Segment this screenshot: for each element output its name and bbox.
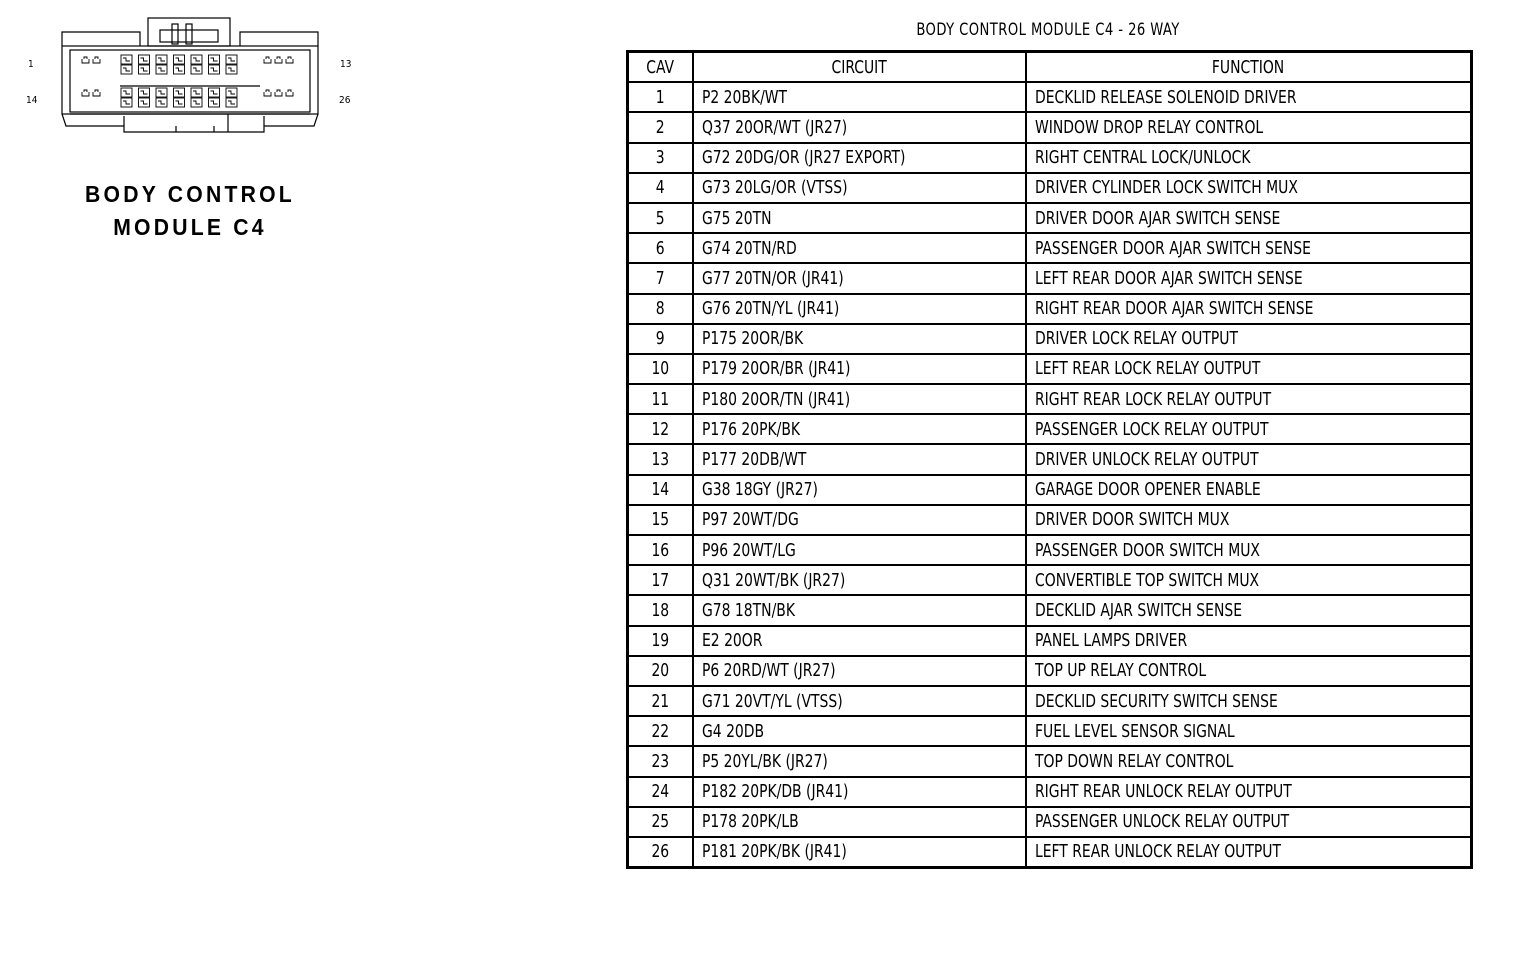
circuit-cell: P2 20BK/WT xyxy=(693,82,1026,112)
function-cell: LEFT REAR UNLOCK RELAY OUTPUT xyxy=(1026,837,1472,868)
table-row xyxy=(628,505,1472,535)
circuit-cell: P97 20WT/DG xyxy=(693,505,1026,535)
cavity-mark xyxy=(121,88,132,97)
table-row xyxy=(628,384,1472,414)
cavity-mark xyxy=(123,101,130,104)
cavity-mark xyxy=(191,55,202,64)
cav-cell: 14 xyxy=(628,475,693,505)
table-row xyxy=(628,263,1472,293)
cavity-mark xyxy=(121,55,132,64)
cav-cell: 6 xyxy=(628,233,693,263)
cavity-mark xyxy=(209,65,220,74)
table-row xyxy=(628,475,1472,505)
connector-cavities xyxy=(82,55,293,107)
cav-cell: 13 xyxy=(628,444,693,474)
function-cell: DRIVER CYLINDER LOCK SWITCH MUX xyxy=(1026,173,1472,203)
cav-cell: 8 xyxy=(628,294,693,324)
function-cell: RIGHT REAR UNLOCK RELAY OUTPUT xyxy=(1026,777,1472,807)
table-header-row xyxy=(628,52,1472,83)
function-cell: DRIVER DOOR AJAR SWITCH SENSE xyxy=(1026,203,1472,233)
pin-label-1: 1 xyxy=(28,59,34,70)
cavity-mark xyxy=(141,68,148,71)
cavity-mark xyxy=(174,98,185,107)
cavity-mark xyxy=(209,88,220,97)
table-row xyxy=(628,777,1472,807)
cavity-mark xyxy=(156,88,167,97)
cav-cell: 12 xyxy=(628,414,693,444)
cav-cell: 11 xyxy=(628,384,693,414)
cavity-mark xyxy=(93,57,100,63)
cavity-mark xyxy=(176,91,183,94)
circuit-cell: P178 20PK/LB xyxy=(693,807,1026,837)
cavity-mark xyxy=(211,91,218,94)
function-cell: PASSENGER DOOR SWITCH MUX xyxy=(1026,535,1472,565)
cavity-mark xyxy=(174,65,185,74)
table-row xyxy=(628,173,1472,203)
cav-cell: 1 xyxy=(628,82,693,112)
cavity-mark xyxy=(226,55,237,64)
circuit-cell: P5 20YL/BK (JR27) xyxy=(693,746,1026,776)
cavity-mark xyxy=(139,65,150,74)
table-row xyxy=(628,626,1472,656)
circuit-cell: Q37 20OR/WT (JR27) xyxy=(693,112,1026,142)
table-row xyxy=(628,143,1472,173)
cav-cell: 7 xyxy=(628,263,693,293)
cavity-mark xyxy=(193,58,200,61)
table-row xyxy=(628,837,1472,868)
header-cav: CAV xyxy=(628,52,693,83)
table-row xyxy=(628,807,1472,837)
cavity-mark xyxy=(156,98,167,107)
table-title: BODY CONTROL MODULE C4 - 26 WAY xyxy=(916,20,1180,40)
cavity-mark xyxy=(226,98,237,107)
cavity-mark xyxy=(226,88,237,97)
cav-cell: 15 xyxy=(628,505,693,535)
function-cell: LEFT REAR LOCK RELAY OUTPUT xyxy=(1026,354,1472,384)
cavity-mark xyxy=(141,91,148,94)
connector-face-diagram xyxy=(0,0,380,150)
cav-cell: 19 xyxy=(628,626,693,656)
cavity-mark xyxy=(141,101,148,104)
cavity-mark xyxy=(193,91,200,94)
function-cell: LEFT REAR DOOR AJAR SWITCH SENSE xyxy=(1026,263,1472,293)
circuit-cell: P175 20OR/BK xyxy=(693,324,1026,354)
cavity-mark xyxy=(191,88,202,97)
table-row xyxy=(628,294,1472,324)
cavity-mark xyxy=(123,58,130,61)
circuit-cell: G76 20TN/YL (JR41) xyxy=(693,294,1026,324)
cavity-mark xyxy=(228,58,235,61)
header-function: FUNCTION xyxy=(1026,52,1472,83)
cavity-mark xyxy=(193,68,200,71)
circuit-cell: G73 20LG/OR (VTSS) xyxy=(693,173,1026,203)
table-row xyxy=(628,746,1472,776)
cavity-mark xyxy=(82,57,89,63)
function-cell: DRIVER LOCK RELAY OUTPUT xyxy=(1026,324,1472,354)
table-row xyxy=(628,112,1472,142)
cav-cell: 26 xyxy=(628,837,693,868)
function-cell: PASSENGER UNLOCK RELAY OUTPUT xyxy=(1026,807,1472,837)
circuit-cell: G78 18TN/BK xyxy=(693,595,1026,625)
cavity-mark xyxy=(209,98,220,107)
table-row xyxy=(628,656,1472,686)
circuit-cell: G74 20TN/RD xyxy=(693,233,1026,263)
circuit-cell: P182 20PK/DB (JR41) xyxy=(693,777,1026,807)
cavity-mark xyxy=(156,55,167,64)
cavity-mark xyxy=(176,58,183,61)
function-cell: DECKLID RELEASE SOLENOID DRIVER xyxy=(1026,82,1472,112)
cavity-mark xyxy=(121,98,132,107)
circuit-cell: G72 20DG/OR (JR27 EXPORT) xyxy=(693,143,1026,173)
cav-cell: 9 xyxy=(628,324,693,354)
function-cell: DECKLID AJAR SWITCH SENSE xyxy=(1026,595,1472,625)
cav-cell: 24 xyxy=(628,777,693,807)
table-row xyxy=(628,716,1472,746)
cavity-mark xyxy=(158,68,165,71)
cavity-mark xyxy=(286,90,293,96)
circuit-cell: E2 20OR xyxy=(693,626,1026,656)
cavity-mark xyxy=(211,68,218,71)
connector-base xyxy=(62,114,318,132)
function-cell: WINDOW DROP RELAY CONTROL xyxy=(1026,112,1472,142)
cavity-mark xyxy=(264,57,271,63)
table-row xyxy=(628,565,1472,595)
cavity-mark xyxy=(275,90,282,96)
cavity-mark xyxy=(139,88,150,97)
cavity-mark xyxy=(158,91,165,94)
table-row xyxy=(628,324,1472,354)
function-cell: RIGHT CENTRAL LOCK/UNLOCK xyxy=(1026,143,1472,173)
cavity-mark xyxy=(176,101,183,104)
circuit-cell: G75 20TN xyxy=(693,203,1026,233)
cavity-mark xyxy=(141,58,148,61)
function-cell: DECKLID SECURITY SWITCH SENSE xyxy=(1026,686,1472,716)
circuit-cell: G77 20TN/OR (JR41) xyxy=(693,263,1026,293)
circuit-cell: P177 20DB/WT xyxy=(693,444,1026,474)
cavity-mark xyxy=(174,55,185,64)
circuit-cell: G4 20DB xyxy=(693,716,1026,746)
cavity-mark xyxy=(193,101,200,104)
pin-label-26: 26 xyxy=(339,95,351,106)
circuit-cell: Q31 20WT/BK (JR27) xyxy=(693,565,1026,595)
module-label-line2: MODULE C4 xyxy=(113,214,267,240)
cavity-mark xyxy=(176,68,183,71)
cavity-mark xyxy=(156,65,167,74)
function-cell: FUEL LEVEL SENSOR SIGNAL xyxy=(1026,716,1472,746)
cavity-mark xyxy=(123,91,130,94)
cavity-mark xyxy=(228,68,235,71)
cavity-mark xyxy=(191,98,202,107)
cavity-mark xyxy=(174,88,185,97)
cavity-mark xyxy=(121,65,132,74)
function-cell: CONVERTIBLE TOP SWITCH MUX xyxy=(1026,565,1472,595)
circuit-cell: P176 20PK/BK xyxy=(693,414,1026,444)
circuit-cell: P180 20OR/TN (JR41) xyxy=(693,384,1026,414)
cavity-mark xyxy=(93,90,100,96)
table-row xyxy=(628,82,1472,112)
cavity-mark xyxy=(123,68,130,71)
cav-cell: 17 xyxy=(628,565,693,595)
table-row xyxy=(628,535,1472,565)
function-cell: DRIVER DOOR SWITCH MUX xyxy=(1026,505,1472,535)
pin-label-13: 13 xyxy=(340,59,352,70)
cavity-mark xyxy=(82,90,89,96)
function-cell: TOP DOWN RELAY CONTROL xyxy=(1026,746,1472,776)
cavity-mark xyxy=(228,101,235,104)
function-cell: RIGHT REAR LOCK RELAY OUTPUT xyxy=(1026,384,1472,414)
cav-cell: 20 xyxy=(628,656,693,686)
module-label-line1: BODY CONTROL xyxy=(85,181,295,207)
cav-cell: 25 xyxy=(628,807,693,837)
cav-cell: 5 xyxy=(628,203,693,233)
table-row xyxy=(628,444,1472,474)
function-cell: RIGHT REAR DOOR AJAR SWITCH SENSE xyxy=(1026,294,1472,324)
cavity-mark xyxy=(228,91,235,94)
cav-cell: 2 xyxy=(628,112,693,142)
cav-cell: 22 xyxy=(628,716,693,746)
cavity-mark xyxy=(264,90,271,96)
circuit-cell: P6 20RD/WT (JR27) xyxy=(693,656,1026,686)
table-row xyxy=(628,686,1472,716)
circuit-cell: P181 20PK/BK (JR41) xyxy=(693,837,1026,868)
header-circuit: CIRCUIT xyxy=(693,52,1026,83)
circuit-cell: G38 18GY (JR27) xyxy=(693,475,1026,505)
function-cell: PANEL LAMPS DRIVER xyxy=(1026,626,1472,656)
cav-cell: 18 xyxy=(628,595,693,625)
cavity-mark xyxy=(158,58,165,61)
pin-label-14: 14 xyxy=(26,95,38,106)
circuit-cell: P96 20WT/LG xyxy=(693,535,1026,565)
table-row xyxy=(628,233,1472,263)
cavity-mark xyxy=(211,101,218,104)
cavity-mark xyxy=(139,98,150,107)
table-row xyxy=(628,354,1472,384)
cavity-mark xyxy=(158,101,165,104)
circuit-cell: P179 20OR/BR (JR41) xyxy=(693,354,1026,384)
cav-cell: 10 xyxy=(628,354,693,384)
cav-cell: 23 xyxy=(628,746,693,776)
function-cell: TOP UP RELAY CONTROL xyxy=(1026,656,1472,686)
function-cell: GARAGE DOOR OPENER ENABLE xyxy=(1026,475,1472,505)
cav-cell: 21 xyxy=(628,686,693,716)
function-cell: PASSENGER DOOR AJAR SWITCH SENSE xyxy=(1026,233,1472,263)
cav-cell: 16 xyxy=(628,535,693,565)
cavity-mark xyxy=(139,55,150,64)
pinout-table xyxy=(626,50,1473,869)
cavity-mark xyxy=(286,57,293,63)
table-row xyxy=(628,595,1472,625)
cavity-mark xyxy=(226,65,237,74)
cav-cell: 3 xyxy=(628,143,693,173)
function-cell: DRIVER UNLOCK RELAY OUTPUT xyxy=(1026,444,1472,474)
function-cell: PASSENGER LOCK RELAY OUTPUT xyxy=(1026,414,1472,444)
cavity-mark xyxy=(211,58,218,61)
cavity-mark xyxy=(275,57,282,63)
cav-cell: 4 xyxy=(628,173,693,203)
table-row xyxy=(628,414,1472,444)
circuit-cell: G71 20VT/YL (VTSS) xyxy=(693,686,1026,716)
table-row xyxy=(628,203,1472,233)
cavity-mark xyxy=(191,65,202,74)
cavity-mark xyxy=(209,55,220,64)
